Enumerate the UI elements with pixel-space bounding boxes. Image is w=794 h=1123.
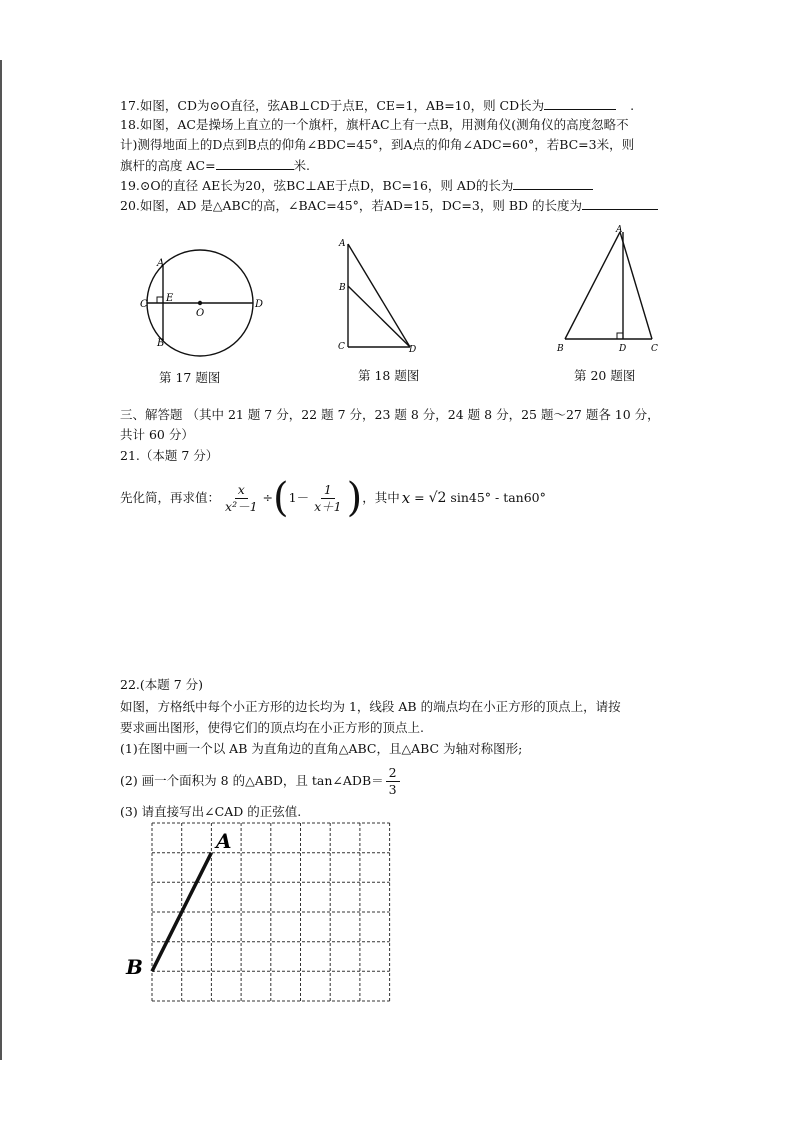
- figure-20: [550, 222, 665, 357]
- caption-fig18: 第 18 题图: [358, 368, 420, 383]
- section-3-line1: 三、解答题 （其中 21 题 7 分，22 题 7 分，23 题 8 分，24 题 8 分，25 题～27 题各 10 分，: [120, 407, 660, 422]
- caption-fig20: 第 20 题图: [574, 368, 636, 383]
- page-edge: [0, 60, 2, 1060]
- figure-18: [330, 232, 430, 357]
- caption-fig17: 第 17 题图: [159, 370, 221, 385]
- right-paren: ): [346, 475, 363, 521]
- label-o: O: [196, 308, 205, 319]
- question-21-head: 21.（本题 7 分）: [120, 448, 219, 463]
- label-a: A: [216, 829, 232, 853]
- label-b: B: [157, 338, 165, 349]
- label-d: D: [619, 344, 627, 354]
- answer-blank-17[interactable]: [544, 96, 616, 110]
- question-18-line1: 18.如图，AC是操场上直立的一个旗杆，旗杆AC上有一点B，用测角仪(测角仪的高度忽略不: [120, 117, 629, 132]
- question-20: 20.如图，AD 是△ABC的高，∠BAC=45°，若AD=15，DC=3，则 BD 的长度为: [120, 196, 658, 215]
- right-angle-mark: [617, 333, 623, 339]
- question-18-line3: 旗杆的高度 AC= 米.: [120, 158, 311, 173]
- question-22-head: 22.(本题 7 分): [120, 677, 204, 692]
- question-17: 17.如图，CD为⊙O直径，弦AB⊥CD于点E，CE=1，AB=10，则 CD长为 .: [120, 98, 635, 113]
- answer-blank-18[interactable]: [216, 156, 294, 170]
- question-22-line1: 如图，方格纸中每个小正方形的边长均为 1，线段 AB 的端点均在小正方形的顶点上，请按: [120, 699, 621, 714]
- grid-figure: [120, 818, 410, 1008]
- question-21-expression: 先化简，再求值： $\frac{x}{\text{x²－1}}$ ÷ ( 1－ $\frac{1}{x+1}$ ) ，其中 x = √2 sin45° - tan60°: [120, 475, 546, 521]
- label-c: C: [140, 299, 148, 310]
- section-3-line2: 共计 60 分）: [120, 427, 194, 442]
- right-angle-mark: [157, 297, 163, 303]
- fraction-x-over-x2-1: $\frac{x}{\text{x²－1}}$: [225, 481, 258, 514]
- question-22-item2: (2) 画一个面积为 8 的△ABD，且 tan∠ADB＝ $\frac{2}{3}$: [120, 760, 402, 802]
- center-point: [198, 301, 202, 305]
- left-paren: (: [273, 475, 289, 521]
- label-c: C: [338, 342, 345, 352]
- side-ab: [565, 232, 620, 339]
- fraction-2-over-3: $\frac{2}{3}$: [386, 765, 400, 798]
- question-22-item1: (1)在图中画一个以 AB 为直角边的直角△ABC，且△ABC 为轴对称图形;: [120, 741, 523, 756]
- label-a: A: [616, 225, 623, 235]
- figure-17: [135, 240, 270, 365]
- label-d: D: [255, 299, 264, 310]
- label-b: B: [126, 955, 143, 979]
- label-b: B: [339, 283, 346, 293]
- label-d: D: [409, 345, 417, 355]
- question-22-line2: 要求画出图形，使得它们的顶点均在小正方形的顶点上.: [120, 720, 424, 735]
- side-ac: [620, 232, 652, 339]
- label-a: A: [339, 239, 346, 249]
- label-a: A: [157, 258, 165, 269]
- label-b: B: [557, 344, 564, 354]
- label-c: C: [651, 344, 658, 354]
- question-18-line2: 计)测得地面上的D点到B点的仰角∠BDC=45°，到A点的仰角∠ADC=60°，若BC=3米，则: [120, 137, 635, 152]
- question-19: 19.⊙O的直径 AE长为20，弦BC⊥AE于点D，BC=16，则 AD的长为: [120, 176, 593, 195]
- dashed-grid: [152, 823, 390, 1001]
- answer-blank-20[interactable]: [582, 196, 658, 210]
- fraction-1-over-x-plus-1: $\frac{1}{x+1}$: [314, 481, 342, 514]
- label-e: E: [166, 293, 174, 304]
- answer-blank-19[interactable]: [513, 176, 593, 190]
- question-22-item3: (3) 请直接写出∠CAD 的正弦值.: [120, 804, 302, 819]
